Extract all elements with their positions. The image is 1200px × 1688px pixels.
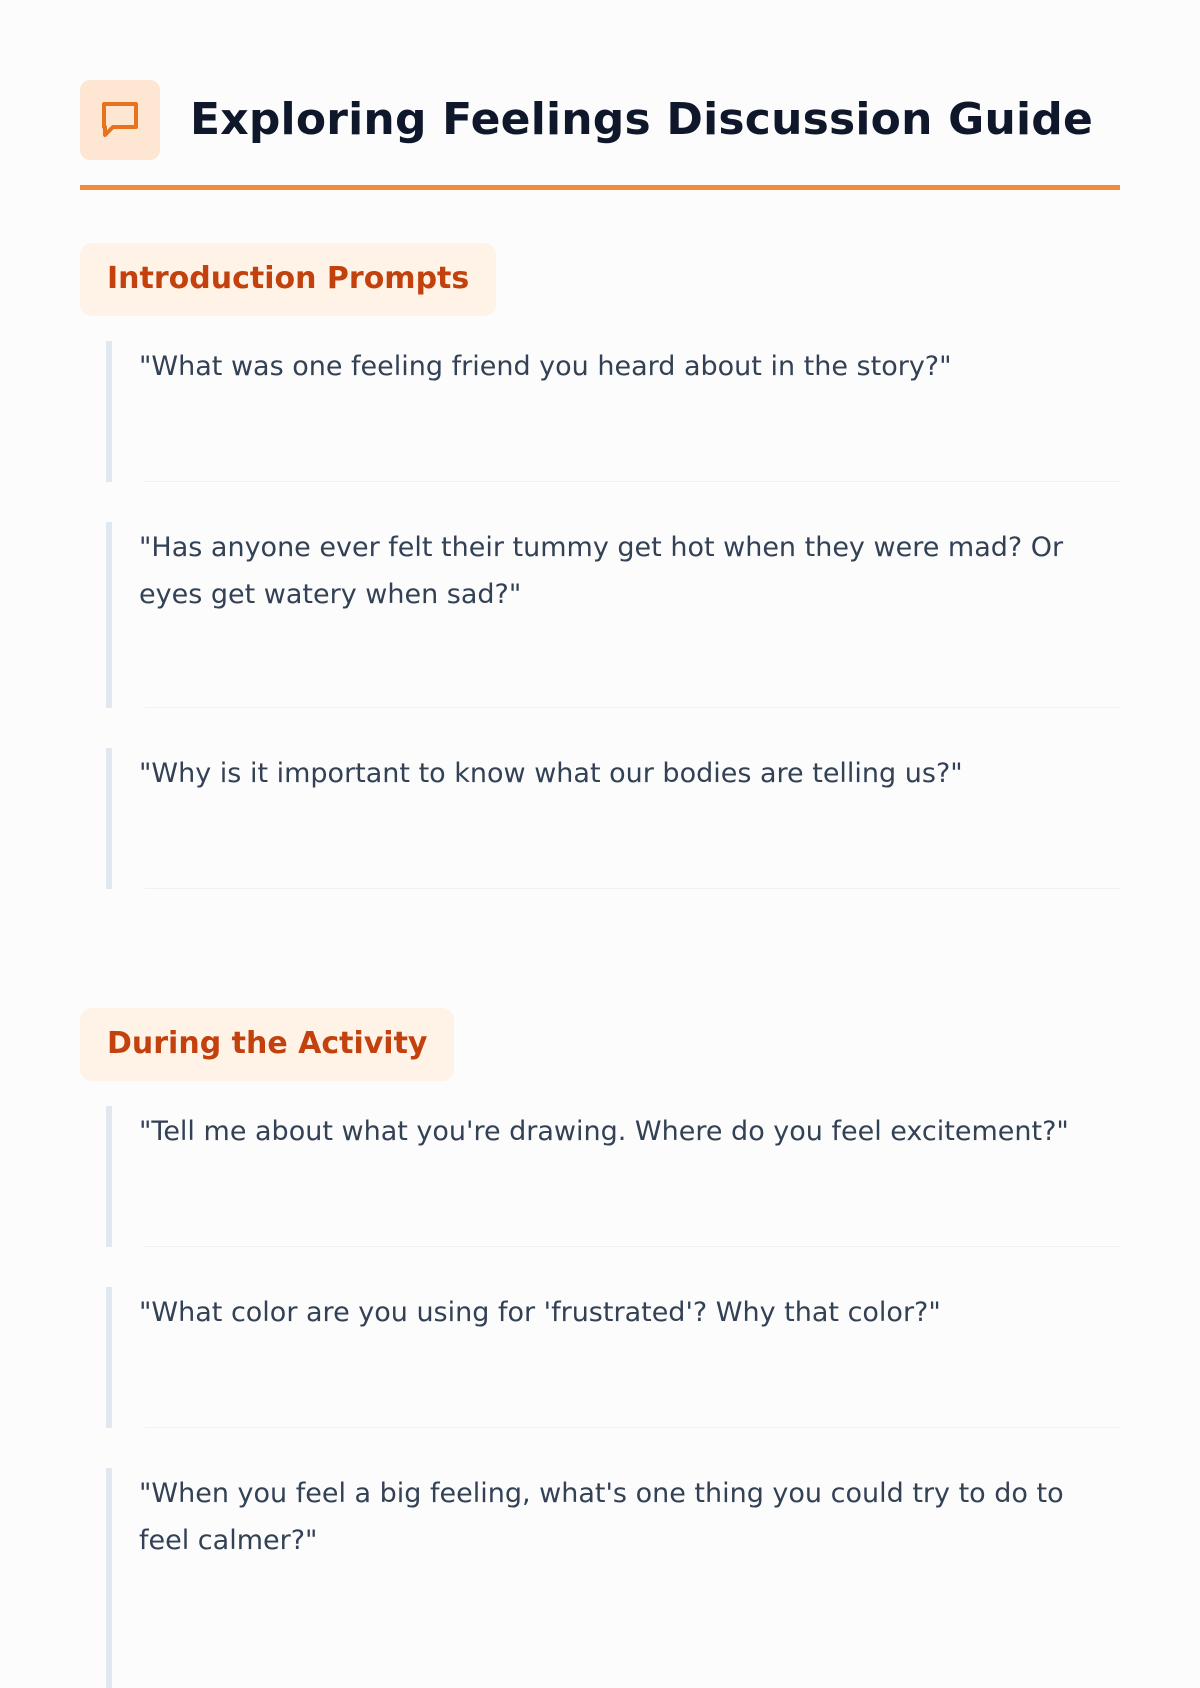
prompt-divider bbox=[145, 1427, 1120, 1428]
list-item bbox=[106, 522, 1120, 708]
list-item bbox=[106, 341, 1120, 482]
prompt-text: "What was one feeling friend you heard about in the story?" bbox=[139, 351, 952, 382]
prompt-text: "Tell me about what you're drawing. Where do you feel excitement?" bbox=[139, 1116, 1069, 1147]
guide-header bbox=[80, 80, 1120, 190]
prompt-text: "When you feel a big feeling, what's one thing you could try to do to feel calmer?" bbox=[139, 1478, 1064, 1556]
list-item bbox=[106, 1106, 1120, 1247]
prompt-divider bbox=[145, 707, 1120, 708]
speech-bubble-icon bbox=[80, 80, 160, 160]
prompt-divider bbox=[145, 888, 1120, 889]
section-heading-during-the-activity: During the Activity bbox=[80, 1008, 454, 1081]
list-item bbox=[106, 1287, 1120, 1428]
introduction-prompt-list bbox=[106, 341, 1120, 889]
prompt-text: "Why is it important to know what our bodies are telling us?" bbox=[139, 758, 963, 789]
prompt-divider bbox=[145, 1246, 1120, 1247]
section-heading-introduction-prompts: Introduction Prompts bbox=[80, 243, 496, 316]
prompt-divider bbox=[145, 481, 1120, 482]
page-title: Exploring Feelings Discussion Guide bbox=[190, 94, 1094, 145]
activity-prompt-list bbox=[106, 1106, 1120, 1688]
prompt-text: "Has anyone ever felt their tummy get hot when they were mad? Or eyes get watery when sad?" bbox=[139, 532, 1064, 610]
list-item bbox=[106, 748, 1120, 889]
prompt-text: "What color are you using for 'frustrated'? Why that color?" bbox=[139, 1297, 941, 1328]
list-item bbox=[106, 1468, 1120, 1688]
